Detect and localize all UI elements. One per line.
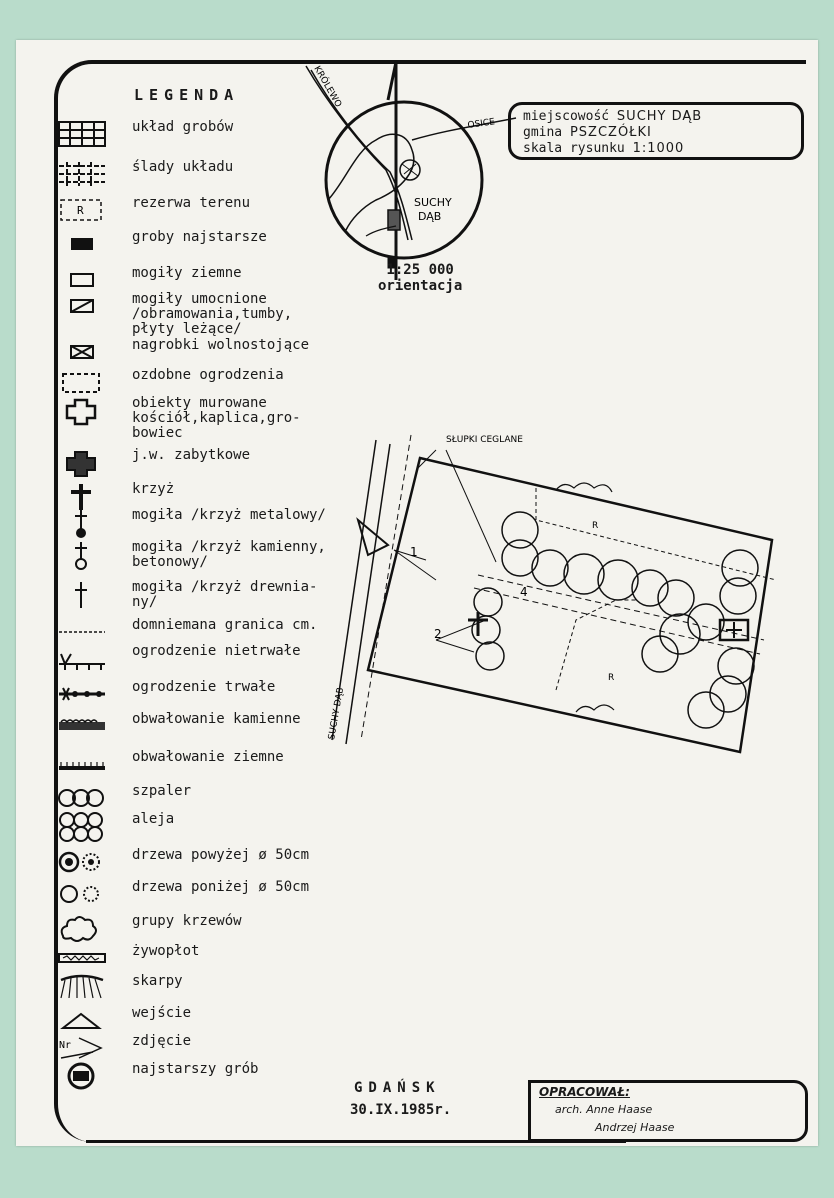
orientation-scale: [378, 262, 462, 294]
legend-label: obwałowanie ziemne: [132, 749, 284, 765]
info-scale-label: skala rysunku: [523, 141, 625, 156]
legend-label: rezerwa terenu: [132, 195, 251, 211]
photo-symbol-text: Nr: [59, 1040, 72, 1051]
legend-label: ślady układu: [132, 159, 234, 175]
info-commune-value: PSZCZÓŁKI: [569, 125, 652, 140]
info-place: [523, 109, 702, 124]
info-place-label: miejscowość: [523, 109, 610, 124]
legend-label: drzewa poniżej ø 50cm: [132, 879, 310, 895]
legend-label: szpaler: [132, 783, 192, 799]
village-label: [414, 196, 455, 223]
info-commune: [523, 125, 652, 140]
legend-label: mogiła /krzyż metalowy/: [132, 507, 326, 523]
legend-label: mogiła /krzyż kamienny, betonowy/: [132, 539, 326, 570]
info-commune-label: gmina: [523, 125, 563, 140]
orientation-scale-value: 1:25 000: [386, 262, 454, 278]
legend-label: drzewa powyżej ø 50cm: [132, 847, 310, 863]
village-line-2: DĄB: [418, 210, 442, 223]
footer-date: 30.IX.1985r.: [350, 1102, 452, 1118]
author-1: arch. Anne Haase: [555, 1103, 653, 1116]
legend-label: groby najstarsze: [132, 229, 267, 245]
legend-label: ogrodzenie trwałe: [132, 679, 276, 695]
legend-label: układ grobów: [132, 119, 234, 135]
map-drawing: [16, 40, 818, 1146]
legend-label: mogiły umocnione /obramowania,tumby, płyty leżące/: [132, 291, 293, 337]
legend-label: skarpy: [132, 973, 183, 989]
reserve-mark-2: R: [608, 673, 615, 683]
author-box: [528, 1080, 808, 1142]
legend-label: grupy krzewów: [132, 913, 242, 929]
photo-number-1: 1: [410, 545, 418, 559]
legend-label: krzyż: [132, 481, 175, 497]
legend-label: domniemana granica cm.: [132, 617, 318, 633]
legend-label: mogiła /krzyż drewnia- ny/: [132, 579, 318, 610]
legend-label: wejście: [132, 1005, 192, 1021]
legend-label: najstarszy grób: [132, 1061, 259, 1077]
orientation-label: orientacja: [378, 278, 463, 294]
legend-label: nagrobki wolnostojące: [132, 337, 310, 353]
reserve-mark-1: R: [592, 521, 599, 531]
svg-text:R: R: [77, 204, 84, 217]
info-scale: [523, 141, 684, 156]
road-label-krolewo: KRÓLEWO: [311, 64, 344, 110]
legend-label: żywopłot: [132, 943, 200, 959]
legend-label: ozdobne ogrodzenia: [132, 367, 284, 383]
prepared-label: OPRACOWAŁ:: [539, 1085, 630, 1099]
legend-label: ogrodzenie nietrwałe: [132, 643, 301, 659]
road-label-osice: OSICE: [467, 117, 496, 131]
brick-posts-label: SŁUPKI CEGLANE: [446, 435, 523, 445]
info-place-value: SUCHY DĄB: [616, 109, 703, 124]
footer-city: GDAŃSK: [354, 1080, 441, 1096]
info-scale-value: 1:1000: [632, 141, 685, 156]
village-line-1: SUCHY: [414, 196, 452, 209]
photo-number-4: 4: [520, 585, 528, 599]
legend-label: obiekty murowane kościół,kaplica,gro- bowiec: [132, 395, 301, 441]
photo-number-2: 2: [434, 627, 442, 641]
legend-label: obwałowanie kamienne: [132, 711, 301, 727]
info-box: [508, 102, 804, 160]
legend-title: LEGENDA: [134, 86, 240, 104]
author-2: Andrzej Haase: [595, 1121, 675, 1134]
legend-label: j.w. zabytkowe: [132, 447, 251, 463]
drawing-sheet: [16, 40, 818, 1146]
cemetery-plan: [332, 435, 776, 752]
legend-label: zdjęcie: [132, 1033, 192, 1049]
road-label-suchy-dab: SUCHY DĄB: [327, 686, 347, 741]
legend-label: mogiły ziemne: [132, 265, 242, 281]
legend-label: aleja: [132, 811, 175, 827]
